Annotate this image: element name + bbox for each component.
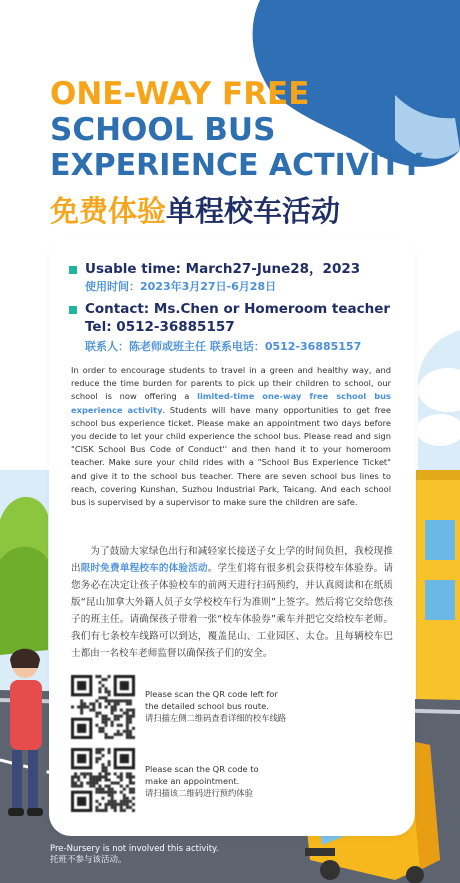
tel-en: Tel: 0512-36885157	[85, 319, 235, 335]
bullet-icon	[69, 306, 77, 314]
appointment-qr-code[interactable]	[71, 748, 135, 812]
description-cn-part2: 。学生们将有很多机会获得校车体验券。请您务必在决定让孩子体验校车的前两天进行扫码预约，并认真阅读和在纸质版“昆山加拿大外籍人员子女学校校车行为准则”上签字。然后将它交给您孩子的班主任。请确保孩子带着一张“校车体验券”乘车并把它交给校车老师。我们有七条校车线路可以到达，覆盖昆山、工业园区、太仓。且每辆校车巴士都由一名校车老师监督以确保孩子们的安全。	[71, 563, 394, 659]
appointment-qr-cn: 请扫描该二维码进行预约体验	[145, 788, 253, 798]
appointment-qr-en-2: make an appointment.	[145, 776, 240, 786]
description-en-part1: In order to encourage students to travel in a green and healthy way, and reduce the time burden for parents to pick up their children to school, our school is now offering a	[71, 365, 391, 402]
description-en-highlight: limited-time one-way free school bus experience activity	[71, 391, 391, 415]
title-cn-main: 单程校车活动	[166, 194, 341, 228]
route-qr-code[interactable]	[71, 675, 135, 739]
description-cn-part1: 为了鼓励大家绿色出行和减轻家长接送子女上学的时间负担，我校现推出	[71, 546, 393, 574]
contact-cn: 联系人：陈老师或班主任 联系电话：0512-36885157	[85, 340, 362, 353]
info-card	[49, 238, 415, 836]
description-cn	[71, 543, 393, 662]
title-line-3: EXPERIENCE ACTIVITY	[50, 148, 423, 183]
route-qr-cn: 请扫描左侧二维码查看详细的校车线路	[145, 713, 287, 723]
contact-row	[69, 300, 405, 354]
appointment-qr-text	[145, 763, 295, 799]
description-en-part2: . Students will have many opportunities to get free school bus experience ticket. Please make an appointment two days before you decide to let your child experience the school bus. Please read and sign "CISK School Bus Code of Conduct'' and then hand it to your homeroom teacher. Make sure your child rides with a "School Bus Experience Ticket" and give it to the school bus teacher. There are seven school bus lines to reach, covering Kunshan, Suzhou Industrial Park, Taicang. And each school bus is supervised by a supervisor to make sure the children are safe.	[71, 404, 391, 508]
title-line-1: ONE-WAY FREE	[50, 76, 310, 112]
footer-note-cn: 托班不参与该活动。	[50, 855, 127, 865]
description-en	[71, 364, 391, 509]
route-qr-en-2: the detailed school bus route.	[145, 701, 269, 711]
appointment-qr-en-1: Please scan the QR code to	[145, 764, 259, 774]
footer-note-en: Pre-Nursery is not involved this activity.	[50, 844, 219, 854]
route-qr-text	[145, 688, 295, 724]
footer-note	[50, 844, 219, 866]
usable-time-en: Usable time: March27-June28，2023	[85, 261, 361, 277]
title-chinese	[50, 189, 340, 230]
time-row	[69, 260, 405, 294]
description-cn-highlight: 限时免费单程校车的体验活动	[80, 563, 208, 574]
route-qr-en-1: Please scan the QR code left for	[145, 689, 278, 699]
usable-time-cn: 使用时间：2023年3月27日-6月28日	[85, 280, 277, 293]
title-line-2: SCHOOL BUS	[50, 112, 276, 148]
contact-en: Contact: Ms.Chen or Homeroom teacher	[85, 301, 391, 317]
title-cn-highlight: 免费体验	[50, 194, 167, 228]
bullet-icon	[69, 266, 77, 274]
